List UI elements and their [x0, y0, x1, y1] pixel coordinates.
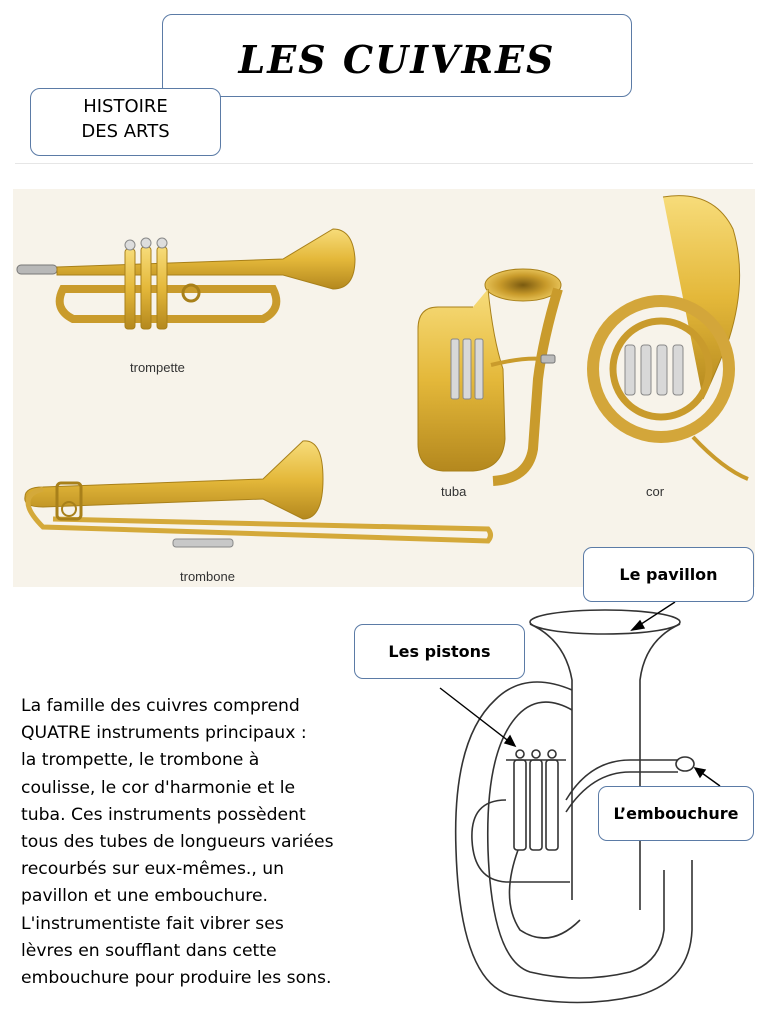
instruments-illustration	[13, 189, 755, 587]
trumpet-label: trompette	[130, 360, 185, 375]
paragraph-line: la trompette, le trombone à	[21, 750, 260, 771]
tuba-label: tuba	[441, 484, 467, 499]
paragraph-line: tuba. Ces instruments possèdent	[21, 804, 306, 825]
subtitle	[31, 94, 220, 144]
callout-embouchure-label: L’embouchure	[613, 804, 739, 823]
divider	[15, 163, 753, 164]
paragraph-line: L'instrumentiste fait vibrer ses	[21, 913, 284, 934]
page-title: LES CUIVRES	[238, 37, 556, 82]
title-box	[162, 14, 632, 97]
horn-drawing	[593, 196, 748, 479]
paragraph-line: QUATRE instruments principaux :	[21, 723, 307, 744]
paragraph-line: coulisse, le cor d'harmonie et le	[21, 777, 296, 798]
paragraph-line: pavillon et une embouchure.	[21, 886, 269, 907]
callout-pistons	[354, 624, 525, 679]
trombone-label: trombone	[180, 569, 235, 584]
paragraph-line: lèvres en soufflant dans cette	[21, 940, 277, 961]
instruments-drawing	[13, 189, 755, 587]
horn-label: cor	[646, 484, 665, 499]
subtitle-box	[30, 88, 221, 156]
callout-pistons-label: Les pistons	[388, 642, 491, 661]
tuba-drawing	[418, 269, 561, 481]
description-paragraph	[21, 693, 421, 992]
paragraph-line: tous des tubes de longueurs variées	[21, 832, 334, 853]
paragraph-line: recourbés sur eux-mêmes., un	[21, 859, 285, 880]
callout-embouchure	[598, 786, 754, 841]
paragraph-line: La famille des cuivres comprend	[21, 696, 300, 716]
subtitle-line-2: DES ARTS	[81, 121, 170, 142]
callout-pavillon-label: Le pavillon	[619, 565, 718, 584]
callout-pavillon	[583, 547, 754, 602]
subtitle-line-1: HISTOIRE	[83, 96, 168, 117]
trumpet-drawing	[17, 229, 355, 329]
paragraph-line: embouchure pour produire les sons.	[21, 968, 332, 989]
